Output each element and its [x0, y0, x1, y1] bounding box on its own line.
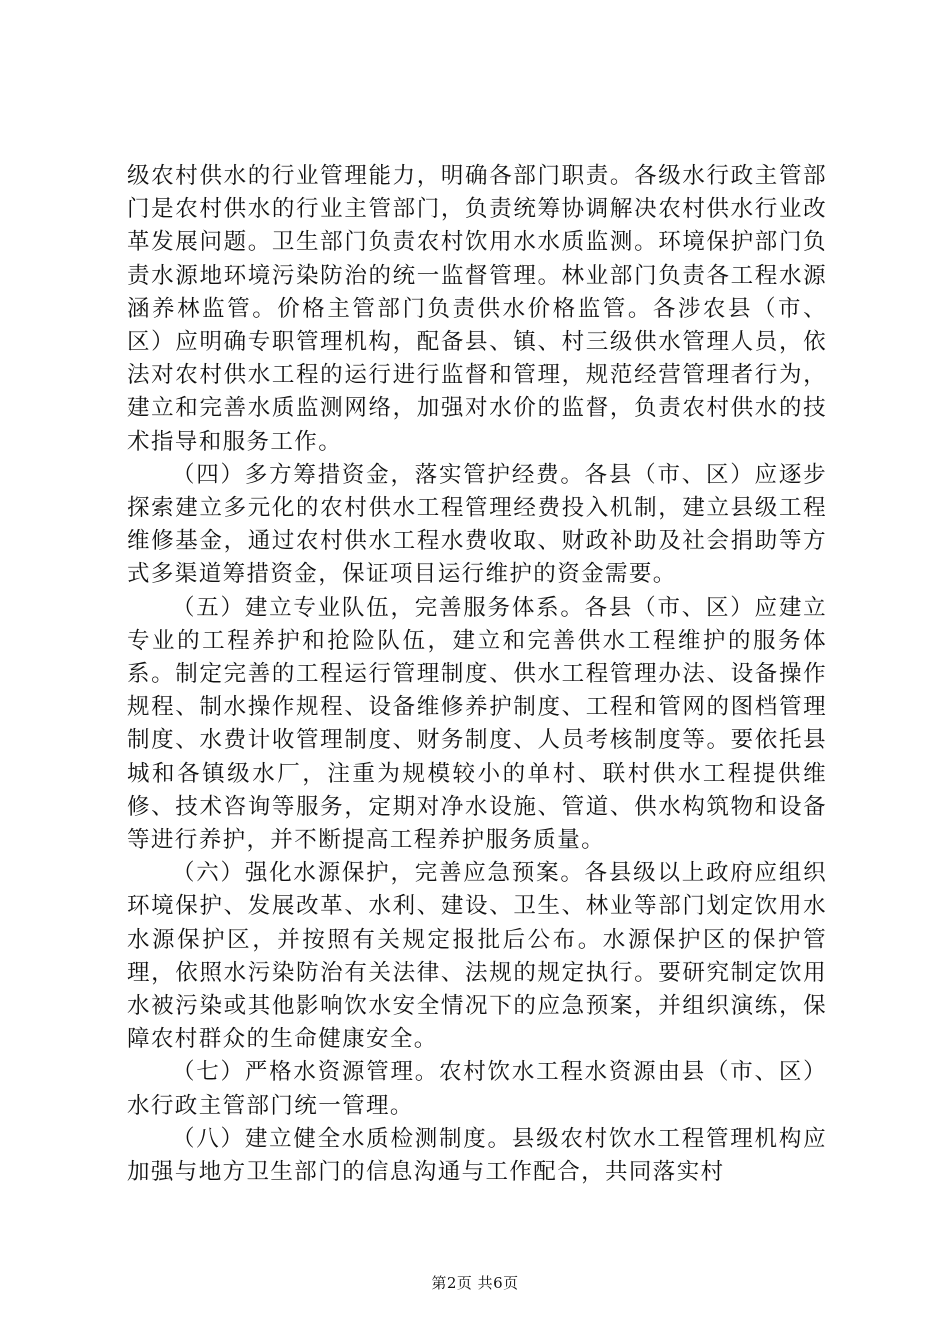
paragraph-section-4: （四）多方筹措资金，落实管护经费。各县（市、区）应逐步探索建立多元化的农村供水工程管理经费投入机制，建立县级工程维修基金，通过农村供水工程水费收取、财政补助及社会捐助等方式多渠道筹措资金，保证项目运行维护的资金需要。 — [127, 461, 827, 588]
paragraph-section-7: （七）严格水资源管理。农村饮水工程水资源由县（市、区）水行政主管部门统一管理。 — [127, 1059, 827, 1119]
document-body — [127, 160, 827, 1189]
paragraph-section-5: （五）建立专业队伍，完善服务体系。各县（市、区）应建立专业的工程养护和抢险队伍，建立和完善供水工程维护的服务体系。制定完善的工程运行管理制度、供水工程管理办法、设备操作规程、制水操作规程、设备维修养护制度、工程和管网的图档管理制度、水费计收管理制度、财务制度、人员考核制度等。要依托县城和各镇级水厂，注重为规模较小的单村、联村供水工程提供维修、技术咨询等服务，定期对净水设施、管道、供水构筑物和设备等进行养护，并不断提高工程养护服务质量。 — [127, 594, 827, 854]
paragraph-continued: 级农村供水的行业管理能力，明确各部门职责。各级水行政主管部门是农村供水的行业主管部门，负责统筹协调解决农村供水行业改革发展问题。卫生部门负责农村饮用水水质监测。环境保护部门负责水源地环境污染防治的统一监督管理。林业部门负责各工程水源涵养林监管。价格主管部门负责供水价格监管。各涉农县（市、区）应明确专职管理机构，配备县、镇、村三级供水管理人员，依法对农村供水工程的运行进行监督和管理，规范经营管理者行为，建立和完善水质监测网络，加强对水价的监督，负责农村供水的技术指导和服务工作。 — [127, 163, 827, 455]
page-number-footer: 第2页 共6页 — [431, 1274, 519, 1292]
paragraph-section-6: （六）强化水源保护，完善应急预案。各县级以上政府应组织环境保护、发展改革、水利、建设、卫生、林业等部门划定饮用水水源保护区，并按照有关规定报批后公布。水源保护区的保护管理，依照水污染防治有关法律、法规的规定执行。要研究制定饮用水被污染或其他影响饮水安全情况下的应急预案，并组织演练，保障农村群众的生命健康安全。 — [127, 860, 827, 1053]
paragraph-section-8: （八）建立健全水质检测制度。县级农村饮水工程管理机构应加强与地方卫生部门的信息沟通与工作配合，共同落实村 — [127, 1125, 827, 1186]
